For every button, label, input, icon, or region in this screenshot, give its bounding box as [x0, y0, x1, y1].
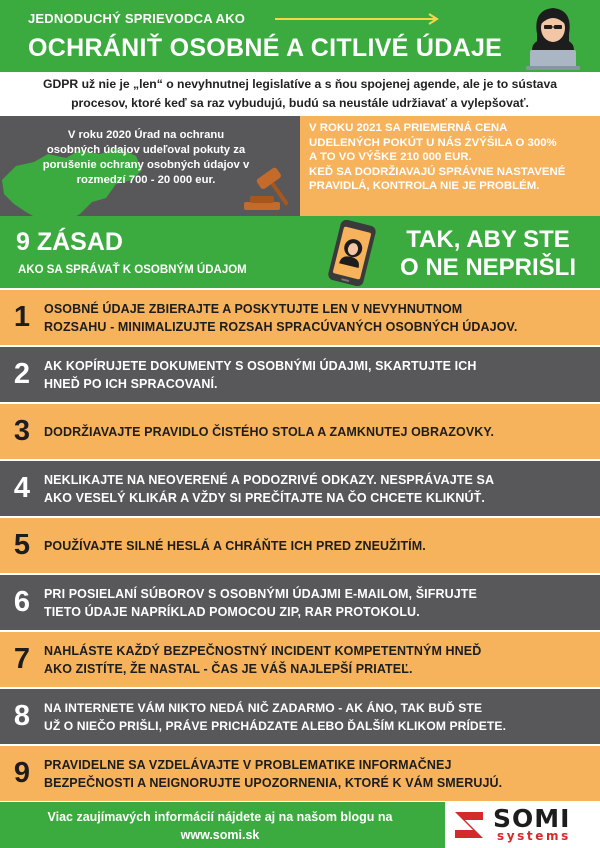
rule-line-1: PRAVIDELNE SA VZDELÁVAJTE V PROBLEMATIKE INFORMAČNEJ	[44, 757, 452, 772]
rule-text	[44, 404, 588, 459]
stats-2020-box	[0, 116, 300, 216]
rule-number: 7	[13, 643, 31, 675]
rule-line-1: OSOBNÉ ÚDAJE ZBIERAJTE A POSKYTUJTE LEN V NEVYHNUTNOM	[44, 301, 463, 316]
rule-text	[44, 689, 588, 744]
rule-row	[0, 461, 600, 516]
rule-line-1: PRI POSIELANÍ SÚBOROV S OSOBNÝMI ÚDAJMI E-MAILOM, ŠIFRUJTE	[44, 586, 477, 601]
smartphone-icon	[320, 220, 384, 286]
hacker-icon	[520, 4, 586, 70]
footer	[0, 802, 600, 848]
rule-text	[44, 632, 588, 687]
rule-number: 5	[13, 529, 31, 561]
rule-text	[44, 518, 588, 573]
rule-number: 3	[13, 415, 31, 447]
rule-text	[44, 575, 588, 630]
rule-row	[0, 575, 600, 630]
footer-text: Viac zaujímavých informácií nájdete aj na našom blogu na	[47, 810, 393, 824]
rule-line-1: DODRŽIAVAJTE PRAVIDLO ČISTÉHO STOLA A ZAMKNUTEJ OBRAZOVKY.	[44, 424, 495, 439]
intro-text	[0, 72, 600, 116]
stats-2021-line-3: A TO VO VÝŠKE 210 000 EUR.	[309, 151, 472, 164]
stats-2020-line-1: V roku 2020 Úrad na ochranu	[67, 129, 225, 141]
logo-wordmark: SOMI	[493, 804, 571, 833]
rule-line-2: UŽ O NIEČO PRIŠLI, PRÁVE PRICHÁDZATE ALEBO ĎALŠÍM KLIKOM PRÍDETE.	[44, 718, 507, 733]
stats-2021-line-4: KEĎ SA DODRŽIAVAJÚ SPRÁVNE NASTAVENÉ	[309, 165, 566, 178]
stats-2021-line-5: PRAVIDLÁ, KONTROLA NIE JE PROBLÉM.	[309, 180, 540, 193]
rules-heading-title: 9 ZÁSAD	[16, 228, 123, 256]
rules-heading-subtitle: AKO SA SPRÁVAŤ K OSOBNÝM ÚDAJOM	[18, 264, 247, 276]
somi-logo[interactable]	[445, 802, 600, 848]
rule-row	[0, 746, 600, 801]
stats-2021-line-2: UDELENÝCH POKÚT U NÁS ZVÝŠILA O 300%	[309, 136, 557, 149]
rule-number: 4	[13, 472, 31, 504]
rule-row	[0, 404, 600, 459]
stats-2020-line-4: rozmedzí 700 - 20 000 eur.	[76, 174, 216, 186]
rules-heading-right	[390, 226, 586, 282]
stats-2021-box	[300, 116, 600, 216]
rule-number: 2	[13, 358, 31, 390]
rule-text	[44, 461, 588, 516]
rule-number: 1	[13, 301, 31, 333]
rule-text	[44, 746, 588, 801]
intro-line-2: procesov, ktoré keď sa raz vybudujú, budú sa neustále udržiavať a vylepšovať.	[71, 96, 529, 110]
rule-line-1: AK KOPÍRUJETE DOKUMENTY S OSOBNÝMI ÚDAJMI, SKARTUJTE ICH	[44, 358, 477, 373]
header-kicker: JEDNODUCHÝ SPRIEVODCA AKO	[28, 11, 246, 26]
rule-row	[0, 518, 600, 573]
stats-2021-line-1: V ROKU 2021 SA PRIEMERNÁ CENA	[309, 122, 508, 134]
rule-line-1: NAHLÁSTE KAŽDÝ BEZPEČNOSTNÝ INCIDENT KOMPETENTNÝM HNEĎ	[44, 643, 482, 658]
rule-line-1: NEKLIKAJTE NA NEOVERENÉ A PODOZRIVÉ ODKAZY. NESPRÁVAJTE SA	[44, 472, 495, 487]
rule-text	[44, 347, 588, 402]
stats-2020-line-2: osobných údajov udeľoval pokuty za	[46, 144, 246, 156]
rule-number: 9	[13, 757, 31, 789]
arrow-right-icon	[275, 13, 445, 25]
header-banner	[0, 0, 600, 72]
footer-link[interactable]: www.somi.sk	[180, 828, 260, 842]
rules-heading-right-line-2: O NE NEPRIŠLI	[399, 254, 577, 281]
rule-row	[0, 632, 600, 687]
rule-row	[0, 290, 600, 345]
rule-line-2: TIETO ÚDAJE NAPRÍKLAD POMOCOU ZIP, RAR PROTOKOLU.	[44, 604, 420, 619]
rule-line-2: AKO ZISTÍTE, ŽE NASTAL - ČAS JE VÁŠ NAJLEPŠÍ PRIATEĽ.	[44, 661, 413, 676]
rules-heading-right-line-1: TAK, ABY STE	[406, 226, 570, 253]
stats-2020-text	[22, 128, 270, 188]
rule-line-2: AKO VESELÝ KLIKÁR A VŽDY SI PREČÍTAJTE NA ČO CHCETE KLIKNÚŤ.	[44, 490, 485, 505]
rules-heading-band	[0, 216, 600, 288]
stats-2020-line-3: porušenie ochrany osobných údajov v	[42, 159, 250, 171]
somi-logo-icon	[451, 808, 487, 842]
intro-line-1: GDPR už nie je „len“ o nevyhnutnej legislatíve a s ňou spojenej agende, ale je to sústava	[42, 77, 558, 91]
rule-line-1: POUŽÍVAJTE SILNÉ HESLÁ A CHRÁŇTE ICH PRED ZNEUŽITÍM.	[44, 538, 426, 553]
rule-line-2: ROZSAHU - MINIMALIZUJTE ROZSAH SPRACÚVANÝCH OSOBNÝCH ÚDAJOV.	[44, 319, 518, 334]
rule-line-1: NA INTERNETE VÁM NIKTO NEDÁ NIČ ZADARMO - AK ÁNO, TAK BUĎ STE	[44, 700, 483, 715]
rule-number: 8	[13, 700, 31, 732]
rule-row	[0, 347, 600, 402]
logo-subtitle: systems	[497, 829, 571, 843]
rule-number: 6	[13, 586, 31, 618]
rule-line-2: HNEĎ PO ICH SPRACOVANÍ.	[44, 376, 218, 391]
rule-text	[44, 290, 588, 345]
page-title: OCHRÁNIŤ OSOBNÉ A CITLIVÉ ÚDAJE	[28, 34, 503, 62]
rule-line-2: BEZPEČNOSTI A NEIGNORUJTE UPOZORNENIA, KTORÉ K VÁM SMERUJÚ.	[44, 775, 503, 790]
gavel-icon	[240, 162, 292, 212]
rule-row	[0, 689, 600, 744]
